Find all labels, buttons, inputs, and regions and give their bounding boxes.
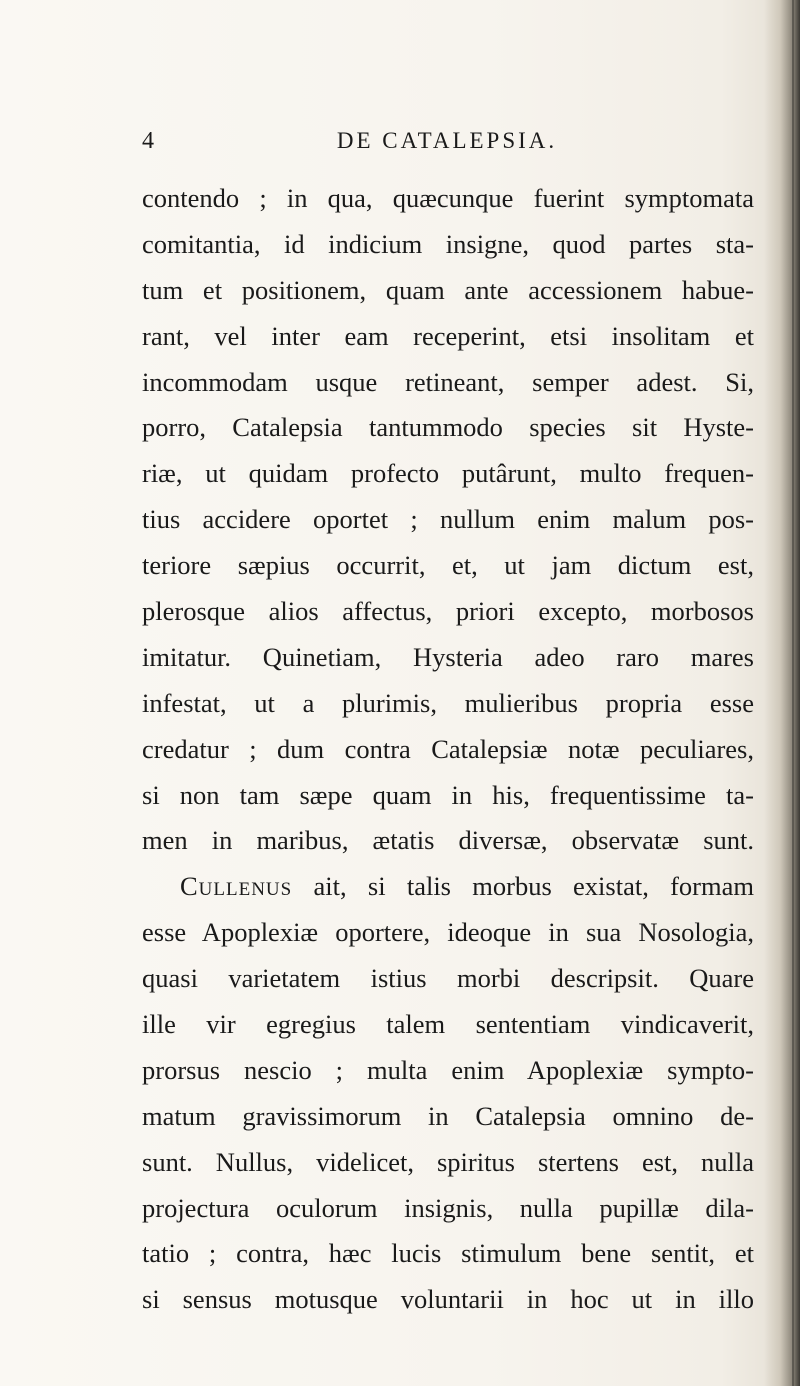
book-binding-edge — [764, 0, 800, 1386]
text-line: tatio ; contra, hæc lucis stimulum bene sentit, et — [142, 1238, 754, 1269]
text-line: quasi varietatem istius morbi descripsit. Quare — [142, 963, 754, 994]
text-line: esse Apoplexiæ oportere, ideoque in sua Nosologia, — [142, 917, 754, 948]
text-line-rest: ait, si talis morbus existat, formam — [292, 871, 754, 902]
text-line: comitantia, id indicium insigne, quod partes sta- — [142, 228, 754, 259]
text-line: imitatur. Quinetiam, Hysteria adeo raro mares — [142, 641, 754, 672]
text-line: matum gravissimorum in Catalepsia omnino de- — [142, 1100, 754, 1131]
text-line: teriore sæpius occurrit, et, ut jam dictum est, — [142, 550, 754, 581]
text-line: contendo ; in qua, quæcunque fuerint symptomata — [142, 183, 754, 213]
text-line: men in maribus, ætatis diversæ, observatæ sunt. — [142, 825, 754, 856]
text-line: rant, vel inter eam receperint, etsi insolitam et — [142, 320, 754, 351]
text-line: plerosque alios affectus, priori excepto, morbosos — [142, 596, 754, 627]
running-head: DE CATALEPSIA. — [336, 128, 558, 153]
text-line: porro, Catalepsia tantummodo species sit Hyste- — [142, 412, 754, 443]
text-line: ille vir egregius talem sententiam vindicaverit, — [142, 1009, 754, 1040]
text-line: riæ, ut quidam profecto putârunt, multo frequen- — [142, 458, 754, 489]
page-header — [142, 128, 752, 162]
text-line: si sensus motusque voluntarii in hoc ut in illo — [142, 1284, 754, 1315]
text-line: si non tam sæpe quam in his, frequentissime ta- — [142, 779, 754, 810]
body-text — [142, 176, 754, 1323]
text-line: incommodam usque retineant, semper adest. Si, — [142, 366, 754, 397]
text-line-paragraph-start — [142, 864, 754, 910]
author-name-cullenus: Cullenus — [180, 871, 293, 902]
text-line: projectura oculorum insignis, nulla pupillæ dila- — [142, 1192, 754, 1223]
page-number: 4 — [142, 128, 154, 154]
text-line: sunt. Nullus, videlicet, spiritus stertens est, nulla — [142, 1146, 754, 1177]
text-line: infestat, ut a plurimis, mulieribus propria esse — [142, 687, 754, 718]
text-line: credatur ; dum contra Catalepsiæ notæ peculiares, — [142, 733, 754, 764]
text-line: prorsus nescio ; multa enim Apoplexiæ sympto- — [142, 1054, 754, 1085]
text-line: tum et positionem, quam ante accessionem habue- — [142, 274, 754, 305]
text-line: tius accidere oportet ; nullum enim malum pos- — [142, 504, 754, 535]
